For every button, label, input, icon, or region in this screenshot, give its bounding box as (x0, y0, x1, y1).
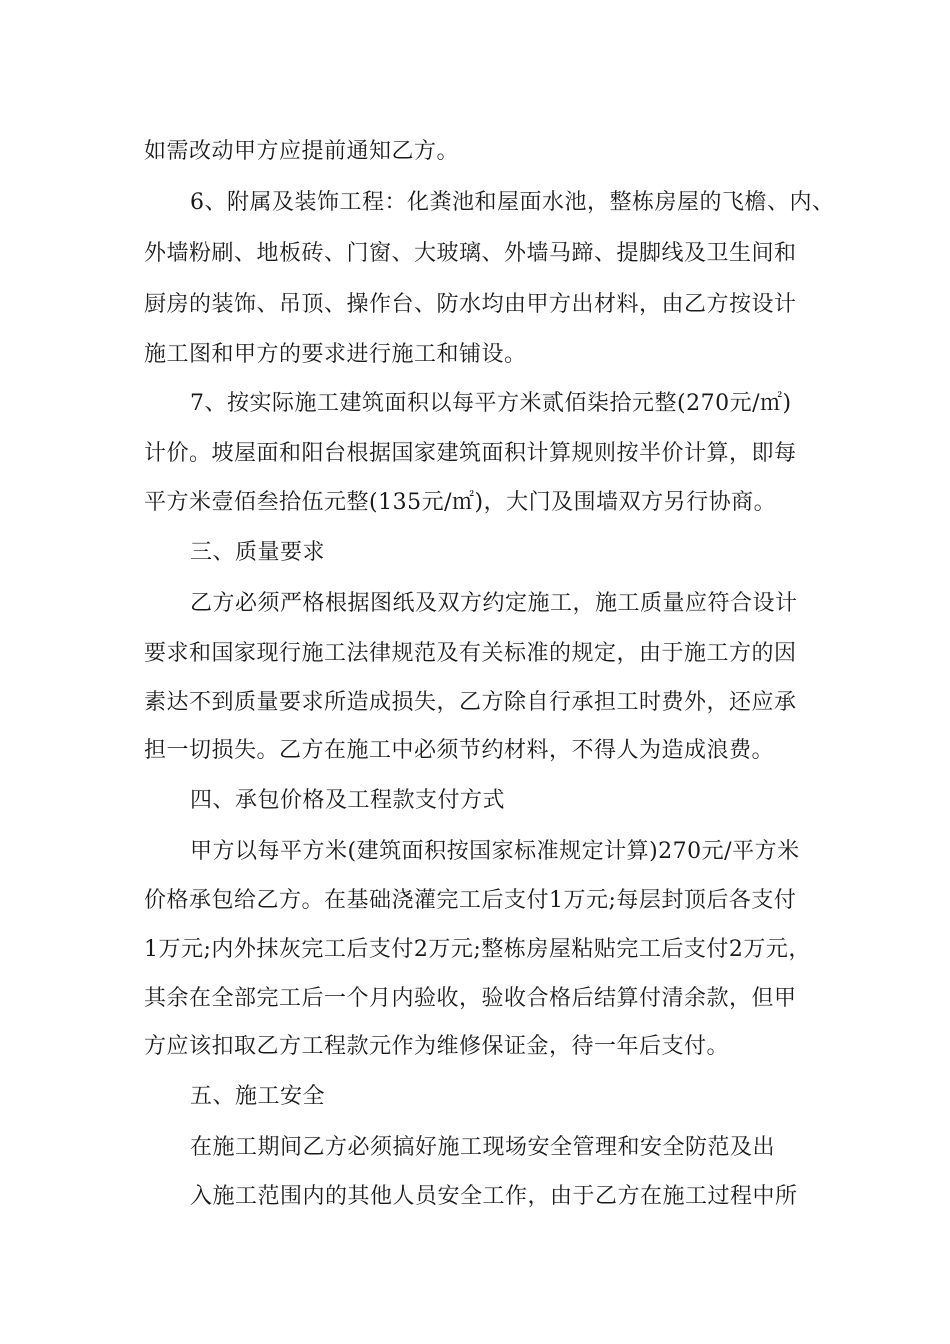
clause-6-line: 6、附属及装饰工程：化粪池和屋面水池，整栋房屋的飞檐、内、 (190, 190, 835, 215)
text-line: 其余在全部完工后一个月内验收，验收合格后结算付清余款，但甲 (144, 986, 797, 1011)
text-line: 担一切损失。乙方在施工中必须节约材料，不得人为造成浪费。 (144, 738, 775, 763)
text-line: 如需改动甲方应提前通知乙方。 (144, 139, 460, 164)
section-heading-quality: 三、质量要求 (190, 540, 326, 565)
text-line: 乙方必须严格根据图纸及双方约定施工，施工质量应符合设计 (190, 591, 798, 616)
text-line: 计价。坡屋面和阳台根据国家建筑面积计算规则按半价计算，即每 (144, 441, 797, 466)
text-line: 价格承包给乙方。在基础浇灌完工后支付1万元;每层封顶后各支付 (144, 888, 797, 913)
text-line: 甲方以每平方米(建筑面积按国家标准规定计算)270元/平方米 (190, 839, 800, 864)
text-line: 1万元;内外抹灰完工后支付2万元;整栋房屋粘贴完工后支付2万元， (144, 937, 811, 962)
text-line: 平方米壹佰叁拾伍元整(135元/㎡)，大门及围墙双方另行协商。 (144, 490, 777, 515)
section-heading-price: 四、承包价格及工程款支付方式 (190, 788, 506, 813)
text-line: 要求和国家现行施工法律规范及有关标准的规定，由于施工方的因 (144, 641, 797, 666)
text-line: 厨房的装饰、吊顶、操作台、防水均由甲方出材料，由乙方按设计 (144, 292, 797, 317)
text-line: 外墙粉刷、地板砖、门窗、大玻璃、外墙马蹄、提脚线及卫生间和 (144, 241, 797, 266)
text-line: 施工图和甲方的要求进行施工和铺设。 (144, 342, 527, 367)
text-line: 素达不到质量要求所造成损失，乙方除自行承担工时费外，还应承 (144, 690, 797, 715)
text-line: 在施工期间乙方必须搞好施工现场安全管理和安全防范及出 (190, 1135, 776, 1160)
text-line: 入施工范围内的其他人员安全工作，由于乙方在施工过程中所 (190, 1184, 798, 1209)
text-line: 方应该扣取乙方工程款元作为维修保证金，待一年后支付。 (144, 1034, 730, 1059)
clause-7-line: 7、按实际施工建筑面积以每平方米贰佰柒拾元整(270元/㎡) (190, 391, 792, 416)
section-heading-safety: 五、施工安全 (190, 1084, 326, 1109)
